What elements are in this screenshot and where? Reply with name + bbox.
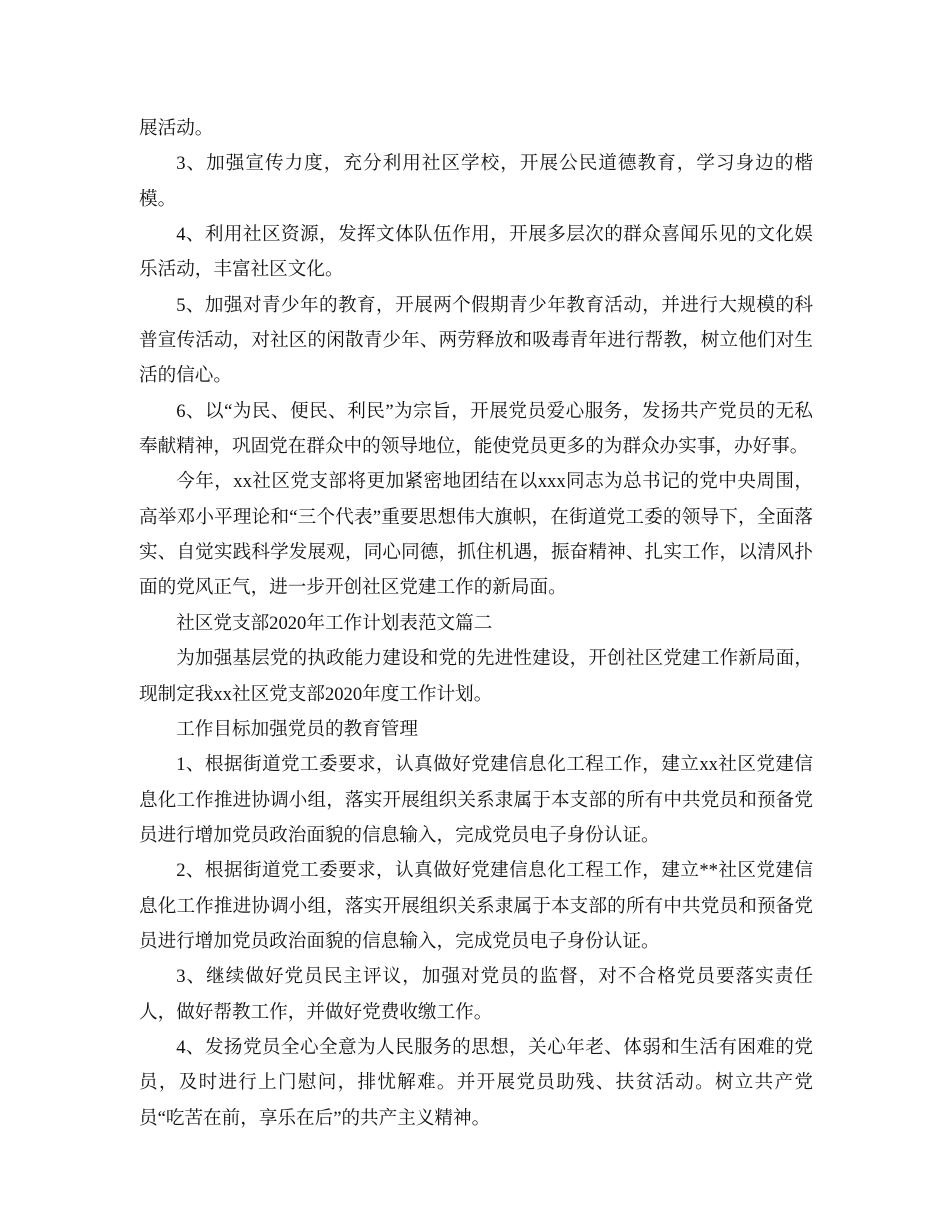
paragraph-goal-4: 4、发扬党员全心全意为人民服务的思想，关心年老、体弱和生活有困难的党员，及时进行上门慰问，排忧解难。并开展党员助残、扶贫活动。树立共产党员“吃苦在前，享乐在后”的共产主义精神。 — [139, 1036, 813, 1129]
paragraph-goal-3: 3、继续做好党员民主评议，加强对党员的监督，对不合格党员要落实责任人，做好帮教工作，并做好党费收缴工作。 — [139, 966, 813, 1023]
paragraph-item-6-service: 6、以“为民、便民、利民”为宗旨，开展党员爱心服务，发扬共产党员的无私奉献精神，巩固党在群众中的领导地位，能使党员更多的为群众办实事，办好事。 — [139, 400, 813, 458]
section-heading-part-two: 社区党支部2020年工作计划表范文篇二 — [176, 612, 493, 634]
paragraph-this-year: 今年，xx社区党支部将更加紧密地团结在以xxx同志为总书记的党中央周围，高举邓小平理论和“三个代表”重要思想伟大旗帜，在街道党工委的领导下，全面落实、自觉实践科学发展观，同心同德，抓住机遇，振奋精神、扎实工作，以清风扑面的党风正气，进一步开创社区党建工作的新局面。 — [139, 471, 813, 599]
document-body — [139, 111, 813, 1136]
paragraph-item-5-youth: 5、加强对青少年的教育，开展两个假期青少年教育活动，并进行大规模的科普宣传活动，对社区的闲散青少年、两劳释放和吸毒青年进行帮教，树立他们对生活的信心。 — [139, 294, 813, 387]
paragraph-item-3-publicity: 3、加强宣传力度，充分利用社区学校，开展公民道德教育，学习身边的楷模。 — [139, 153, 813, 210]
paragraph-item-4-culture: 4、利用社区资源，发挥文体队伍作用，开展多层次的群众喜闻乐见的文化娱乐活动，丰富社区文化。 — [139, 224, 813, 281]
paragraph-goal-1: 1、根据街道党工委要求，认真做好党建信息化工程工作，建立xx社区党建信息化工作推进协调小组，落实开展组织关系隶属于本支部的所有中共党员和预备党员进行增加党员政治面貌的信息输入，完成党员电子身份认证。 — [139, 754, 813, 846]
paragraph-intro: 为加强基层党的执政能力建设和党的先进性建设，开创社区党建工作新局面，现制定我xx社区党支部2020年度工作计划。 — [139, 648, 813, 705]
paragraph-goal-2: 2、根据街道党工委要求，认真做好党建信息化工程工作，建立**社区党建信息化工作推进协调小组，落实开展组织关系隶属于本支部的所有中共党员和预备党员进行增加党员政治面貌的信息输入，完成党员电子身份认证。 — [139, 860, 813, 952]
paragraph-continuation: 展活动。 — [139, 118, 214, 139]
subheading-work-goal: 工作目标加强党员的教育管理 — [176, 718, 418, 740]
